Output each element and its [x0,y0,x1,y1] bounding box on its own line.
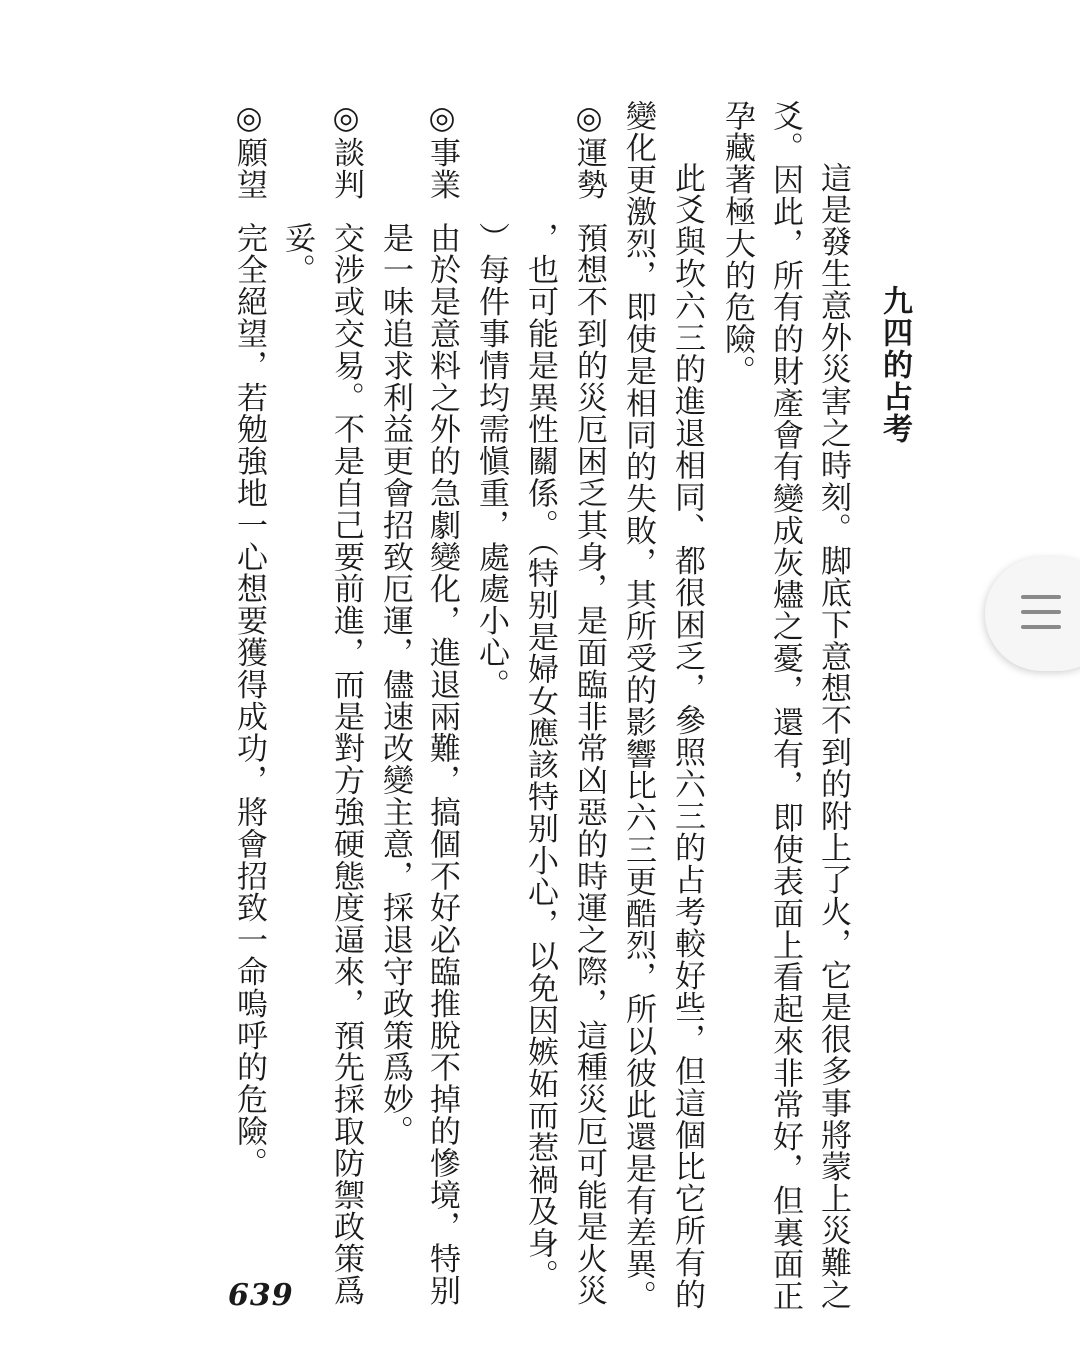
text-line: 完全絕望，若勉強地一心想要獲得成功，將會招致一命嗚呼的危險。 [231,222,267,1179]
text-line: 交涉或交易。不是自己要前進，而是對方強硬態度逼來，預先採取防禦政策爲 [328,222,364,1307]
text-line: ，也可能是異性關係。（特别是婦女應該特别小心，以免因嫉妬而惹禍及身。 [522,222,558,1292]
text-line: 這是發生意外災害之時刻。脚底下意想不到的附上了火，它是很多事將蒙上災難之 [815,162,851,1311]
page-header: 九四的占考 [877,285,912,445]
text-line: 妥。 [279,222,315,286]
text-line: 此爻與坎六三的進退相同、都很困乏，參照六三的占考較好些，但這個比它所有的 [669,162,705,1311]
text-line: 爻。因此，所有的財產會有變成灰燼之憂，還有，即使表面上看起來非常好，但裏面正 [767,100,803,1313]
text-line: 變化更激烈，即使是相同的失敗，其所受的影響比六三更酷烈，所以彼此還是有差異。 [620,100,656,1313]
section-label-fortune: ◎運勢 [571,100,607,201]
hamburger-menu-icon [1021,595,1061,640]
text-line: 預想不到的災厄困乏其身，是面臨非常凶惡的時運之際，這種災厄可能是火災 [571,222,607,1307]
section-label-wish: ◎願望 [231,100,267,201]
text-line: 由於是意料之外的急劇變化，進退兩難，搞個不好必臨推脫不掉的慘境，特别 [424,222,460,1307]
text-line: 孕藏著極大的危險。 [719,100,755,388]
page-number: 639 [228,1278,294,1313]
section-label-business: ◎事業 [424,100,460,201]
text-line: 是一味追求利益更會招致厄運，儘速改變主意，採退守政策爲妙。 [377,222,413,1148]
section-label-negotiation: ◎談判 [328,100,364,201]
text-line: ）每件事情均需愼重，處處小心。 [473,222,509,701]
